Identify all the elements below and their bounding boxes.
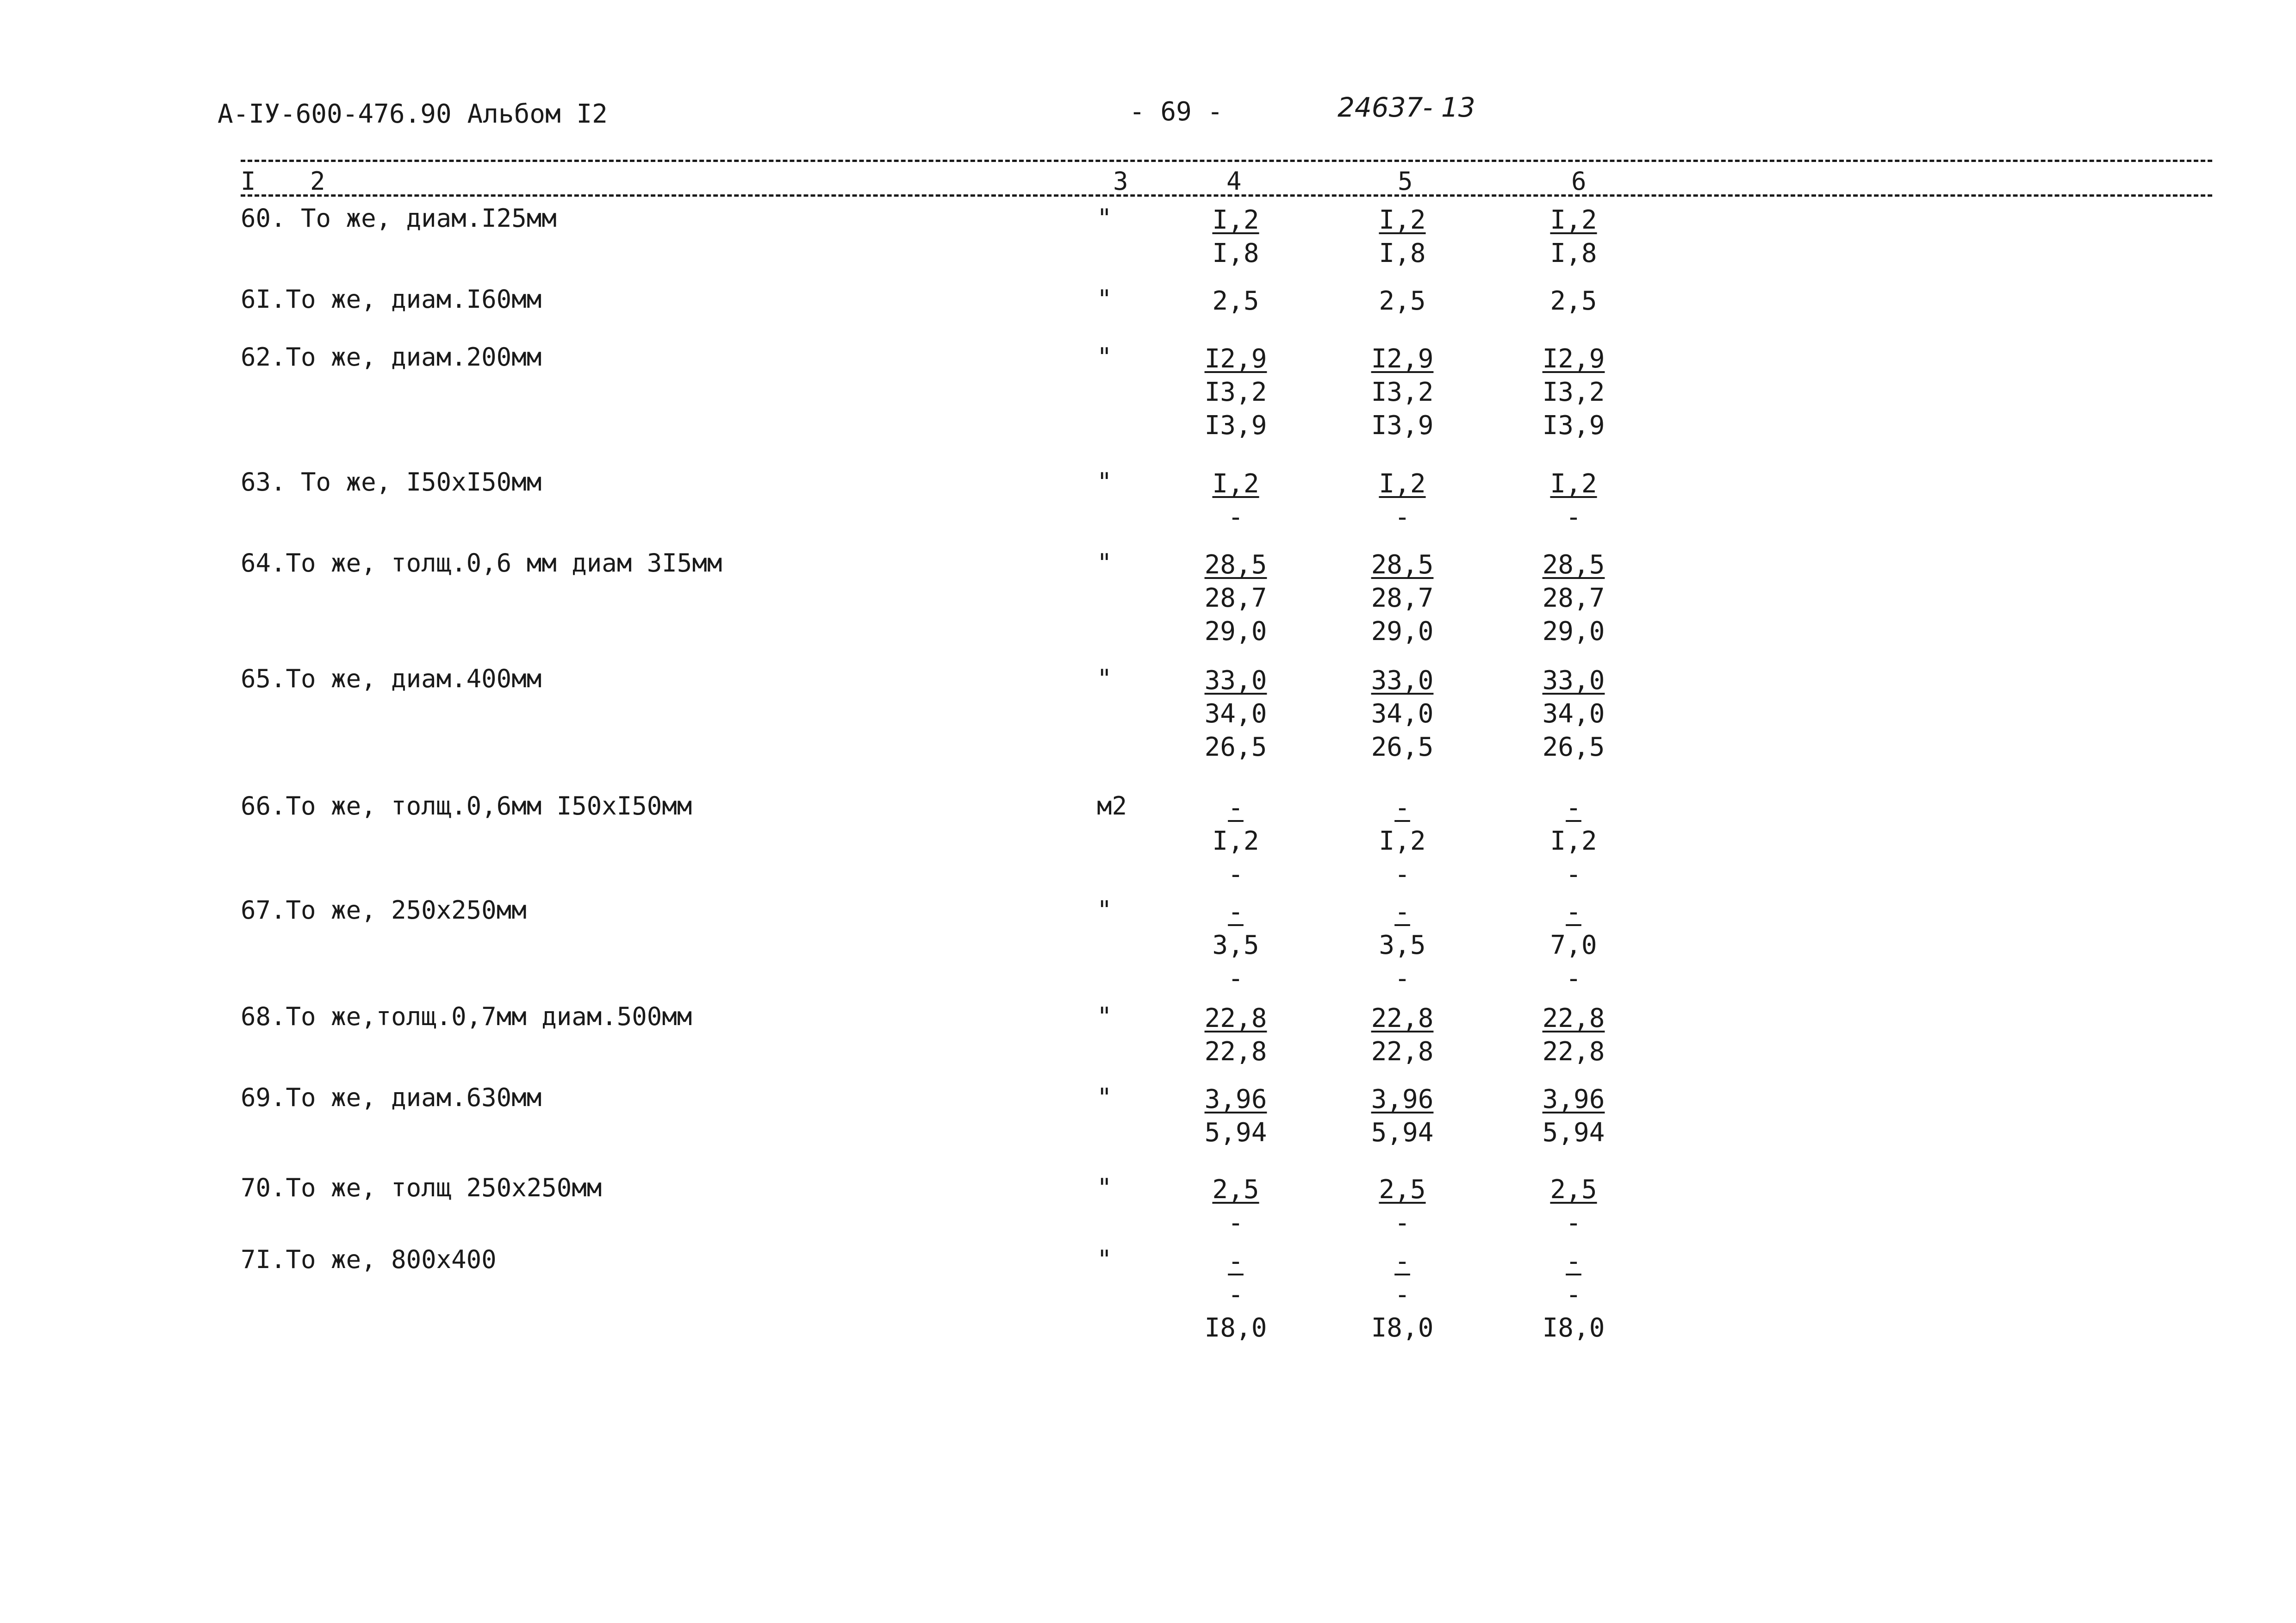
cell-c6 xyxy=(1504,285,1643,318)
cell-denominator: - xyxy=(1394,1280,1410,1310)
row-label: 65.То же, диам.400мм xyxy=(241,664,542,693)
cell-c5 xyxy=(1333,1083,1472,1150)
document-code: А-IУ-600-476.90 Альбом I2 xyxy=(218,99,608,129)
cell-denominator: 22,8 xyxy=(1204,1037,1267,1067)
row-label: 62.То же, диам.200мм xyxy=(241,342,542,372)
cell-c4 xyxy=(1166,1083,1305,1150)
cell-denominator: I3,9 xyxy=(1542,410,1605,441)
cell-numerator: 28,5 xyxy=(1204,550,1267,580)
row-label: 68.То же,толщ.0,7мм диам.500мм xyxy=(241,1002,692,1031)
row-unit: " xyxy=(1097,548,1112,578)
col-header-2: 2 xyxy=(310,167,325,196)
cell-numerator: 2,5 xyxy=(1212,1175,1259,1205)
cell-denominator: I8,0 xyxy=(1204,1313,1267,1343)
col-header-4: 4 xyxy=(1226,167,1242,196)
row-label: 69.То же, диам.630мм xyxy=(241,1083,542,1112)
cell-denominator: I3,9 xyxy=(1371,410,1434,441)
cell-numerator: I2,9 xyxy=(1371,344,1434,374)
row-unit: " xyxy=(1097,285,1112,314)
row-label: 60. То же, диам.I25мм xyxy=(241,204,557,233)
cell-denominator: - xyxy=(1566,1280,1581,1310)
cell-c6 xyxy=(1504,895,1643,995)
row-unit: " xyxy=(1097,204,1112,233)
cell-numerator: 3,96 xyxy=(1542,1084,1605,1114)
cell-denominator: 7,0 xyxy=(1550,930,1597,960)
row-unit: м2 xyxy=(1097,791,1127,821)
cell-c4 xyxy=(1166,895,1305,995)
cell-numerator: I,2 xyxy=(1379,205,1426,235)
cell-numerator: - xyxy=(1394,1246,1410,1276)
row-label: 63. То же, I50xI50мм xyxy=(241,467,542,497)
cell-denominator: I8,0 xyxy=(1542,1313,1605,1343)
cell-denominator: 28,7 xyxy=(1542,583,1605,613)
cell-numerator: 33,0 xyxy=(1371,665,1434,696)
cell-denominator: I8,0 xyxy=(1371,1313,1434,1343)
cell-numerator: 28,5 xyxy=(1371,550,1434,580)
cell-numerator: 2,5 xyxy=(1212,286,1259,316)
cell-numerator: I2,9 xyxy=(1204,344,1267,374)
col-header-3: 3 xyxy=(1113,167,1128,196)
row-label: 70.То же, толщ 250x250мм xyxy=(241,1173,602,1202)
cell-numerator: 2,5 xyxy=(1379,1175,1426,1205)
cell-denominator: - xyxy=(1394,502,1410,532)
cell-numerator: I2,9 xyxy=(1542,344,1605,374)
cell-c4 xyxy=(1166,791,1305,891)
cell-denominator: I3,9 xyxy=(1204,410,1267,441)
cell-c5 xyxy=(1333,1173,1472,1240)
cell-denominator: I,2 xyxy=(1550,826,1597,856)
cell-denominator: 22,8 xyxy=(1371,1037,1434,1067)
cell-numerator: 22,8 xyxy=(1371,1003,1434,1033)
cell-numerator: - xyxy=(1566,793,1581,823)
cell-denominator: - xyxy=(1228,502,1244,532)
cell-denominator: 3,5 xyxy=(1212,930,1259,960)
cell-c6 xyxy=(1504,1083,1643,1150)
cell-numerator: I,2 xyxy=(1212,205,1259,235)
cell-numerator: - xyxy=(1228,1246,1244,1276)
cell-numerator: 3,96 xyxy=(1204,1084,1267,1114)
cell-denominator: - xyxy=(1566,859,1581,889)
cell-denominator: 26,5 xyxy=(1542,732,1605,762)
col-header-6: 6 xyxy=(1571,167,1587,196)
cell-denominator: I,2 xyxy=(1379,826,1426,856)
page-number: - 69 - xyxy=(1129,97,1223,127)
cell-denominator: 26,5 xyxy=(1204,732,1267,762)
cell-denominator: I,8 xyxy=(1550,238,1597,268)
cell-numerator: - xyxy=(1566,897,1581,927)
cell-numerator: 2,5 xyxy=(1550,286,1597,316)
row-label: 67.То же, 250x250мм xyxy=(241,895,527,925)
cell-c4 xyxy=(1166,1173,1305,1240)
cell-denominator: - xyxy=(1394,1208,1410,1238)
cell-c5 xyxy=(1333,548,1472,648)
cell-denominator: 34,0 xyxy=(1371,699,1434,729)
row-unit: " xyxy=(1097,342,1112,372)
cell-c4 xyxy=(1166,548,1305,648)
cell-denominator: - xyxy=(1566,964,1581,994)
cell-c4 xyxy=(1166,285,1305,318)
row-unit: " xyxy=(1097,895,1112,925)
cell-denominator: 34,0 xyxy=(1542,699,1605,729)
cell-numerator: I,2 xyxy=(1212,469,1259,499)
cell-c5 xyxy=(1333,285,1472,318)
cell-c6 xyxy=(1504,548,1643,648)
cell-numerator: 22,8 xyxy=(1204,1003,1267,1033)
cell-c6 xyxy=(1504,791,1643,891)
row-unit: " xyxy=(1097,1173,1112,1202)
cell-denominator: - xyxy=(1394,859,1410,889)
row-unit: " xyxy=(1097,467,1112,497)
cell-numerator: 33,0 xyxy=(1542,665,1605,696)
cell-c5 xyxy=(1333,895,1472,995)
cell-denominator: 3,5 xyxy=(1379,930,1426,960)
col-header-5: 5 xyxy=(1398,167,1413,196)
row-unit: " xyxy=(1097,1083,1112,1112)
cell-c6 xyxy=(1504,467,1643,534)
cell-denominator: 5,94 xyxy=(1371,1118,1434,1148)
cell-c4 xyxy=(1166,1002,1305,1069)
row-unit: " xyxy=(1097,1245,1112,1274)
cell-denominator: 26,5 xyxy=(1371,732,1434,762)
cell-c4 xyxy=(1166,204,1305,270)
cell-c4 xyxy=(1166,467,1305,534)
row-label: 6I.То же, диам.I60мм xyxy=(241,285,542,314)
cell-denominator: - xyxy=(1228,859,1244,889)
cell-numerator: I,2 xyxy=(1550,469,1597,499)
cell-numerator: I,2 xyxy=(1550,205,1597,235)
cell-c5 xyxy=(1333,791,1472,891)
cell-numerator: 28,5 xyxy=(1542,550,1605,580)
cell-denominator: I,8 xyxy=(1379,238,1426,268)
cell-numerator: 33,0 xyxy=(1204,665,1267,696)
cell-c6 xyxy=(1504,664,1643,764)
cell-c4 xyxy=(1166,1245,1305,1345)
cell-denominator: 29,0 xyxy=(1204,616,1267,647)
cell-denominator: 34,0 xyxy=(1204,699,1267,729)
cell-numerator: 3,96 xyxy=(1371,1084,1434,1114)
cell-denominator: - xyxy=(1228,1208,1244,1238)
cell-c6 xyxy=(1504,342,1643,442)
cell-numerator: - xyxy=(1394,793,1410,823)
cell-denominator: 29,0 xyxy=(1542,616,1605,647)
cell-denominator: I3,2 xyxy=(1542,377,1605,407)
cell-denominator: I3,2 xyxy=(1204,377,1267,407)
row-label: 64.То же, толщ.0,6 мм диам 3I5мм xyxy=(241,548,722,578)
cell-numerator: - xyxy=(1228,793,1244,823)
row-label: 7I.То же, 800x400 xyxy=(241,1245,497,1274)
cell-denominator: - xyxy=(1566,502,1581,532)
cell-denominator: I,2 xyxy=(1212,826,1259,856)
cell-numerator: - xyxy=(1566,1246,1581,1276)
cell-denominator: 22,8 xyxy=(1542,1037,1605,1067)
cell-denominator: 28,7 xyxy=(1204,583,1267,613)
col-header-1: I xyxy=(241,167,256,196)
header-rule-top xyxy=(241,160,2212,162)
cell-c4 xyxy=(1166,664,1305,764)
cell-numerator: 2,5 xyxy=(1550,1175,1597,1205)
cell-numerator: 22,8 xyxy=(1542,1003,1605,1033)
cell-c6 xyxy=(1504,1245,1643,1345)
cell-c5 xyxy=(1333,342,1472,442)
cell-denominator: I,8 xyxy=(1212,238,1259,268)
cell-c4 xyxy=(1166,342,1305,442)
cell-c6 xyxy=(1504,1002,1643,1069)
cell-c6 xyxy=(1504,204,1643,270)
cell-numerator: - xyxy=(1394,897,1410,927)
cell-denominator: - xyxy=(1228,1280,1244,1310)
cell-denominator: 5,94 xyxy=(1542,1118,1605,1148)
cell-denominator: - xyxy=(1394,964,1410,994)
cell-c6 xyxy=(1504,1173,1643,1240)
cell-numerator: - xyxy=(1228,897,1244,927)
row-unit: " xyxy=(1097,664,1112,693)
cell-c5 xyxy=(1333,1245,1472,1345)
cell-denominator: 5,94 xyxy=(1204,1118,1267,1148)
cell-c5 xyxy=(1333,664,1472,764)
cell-numerator: 2,5 xyxy=(1379,286,1426,316)
handwritten-number: 24637- 13 xyxy=(1338,92,1475,123)
cell-denominator: 29,0 xyxy=(1371,616,1434,647)
cell-c5 xyxy=(1333,467,1472,534)
cell-numerator: I,2 xyxy=(1379,469,1426,499)
cell-denominator: - xyxy=(1228,964,1244,994)
cell-denominator: - xyxy=(1566,1208,1581,1238)
cell-c5 xyxy=(1333,204,1472,270)
row-unit: " xyxy=(1097,1002,1112,1031)
row-label: 66.То же, толщ.0,6мм I50xI50мм xyxy=(241,791,692,821)
cell-denominator: I3,2 xyxy=(1371,377,1434,407)
cell-c5 xyxy=(1333,1002,1472,1069)
cell-denominator: 28,7 xyxy=(1371,583,1434,613)
